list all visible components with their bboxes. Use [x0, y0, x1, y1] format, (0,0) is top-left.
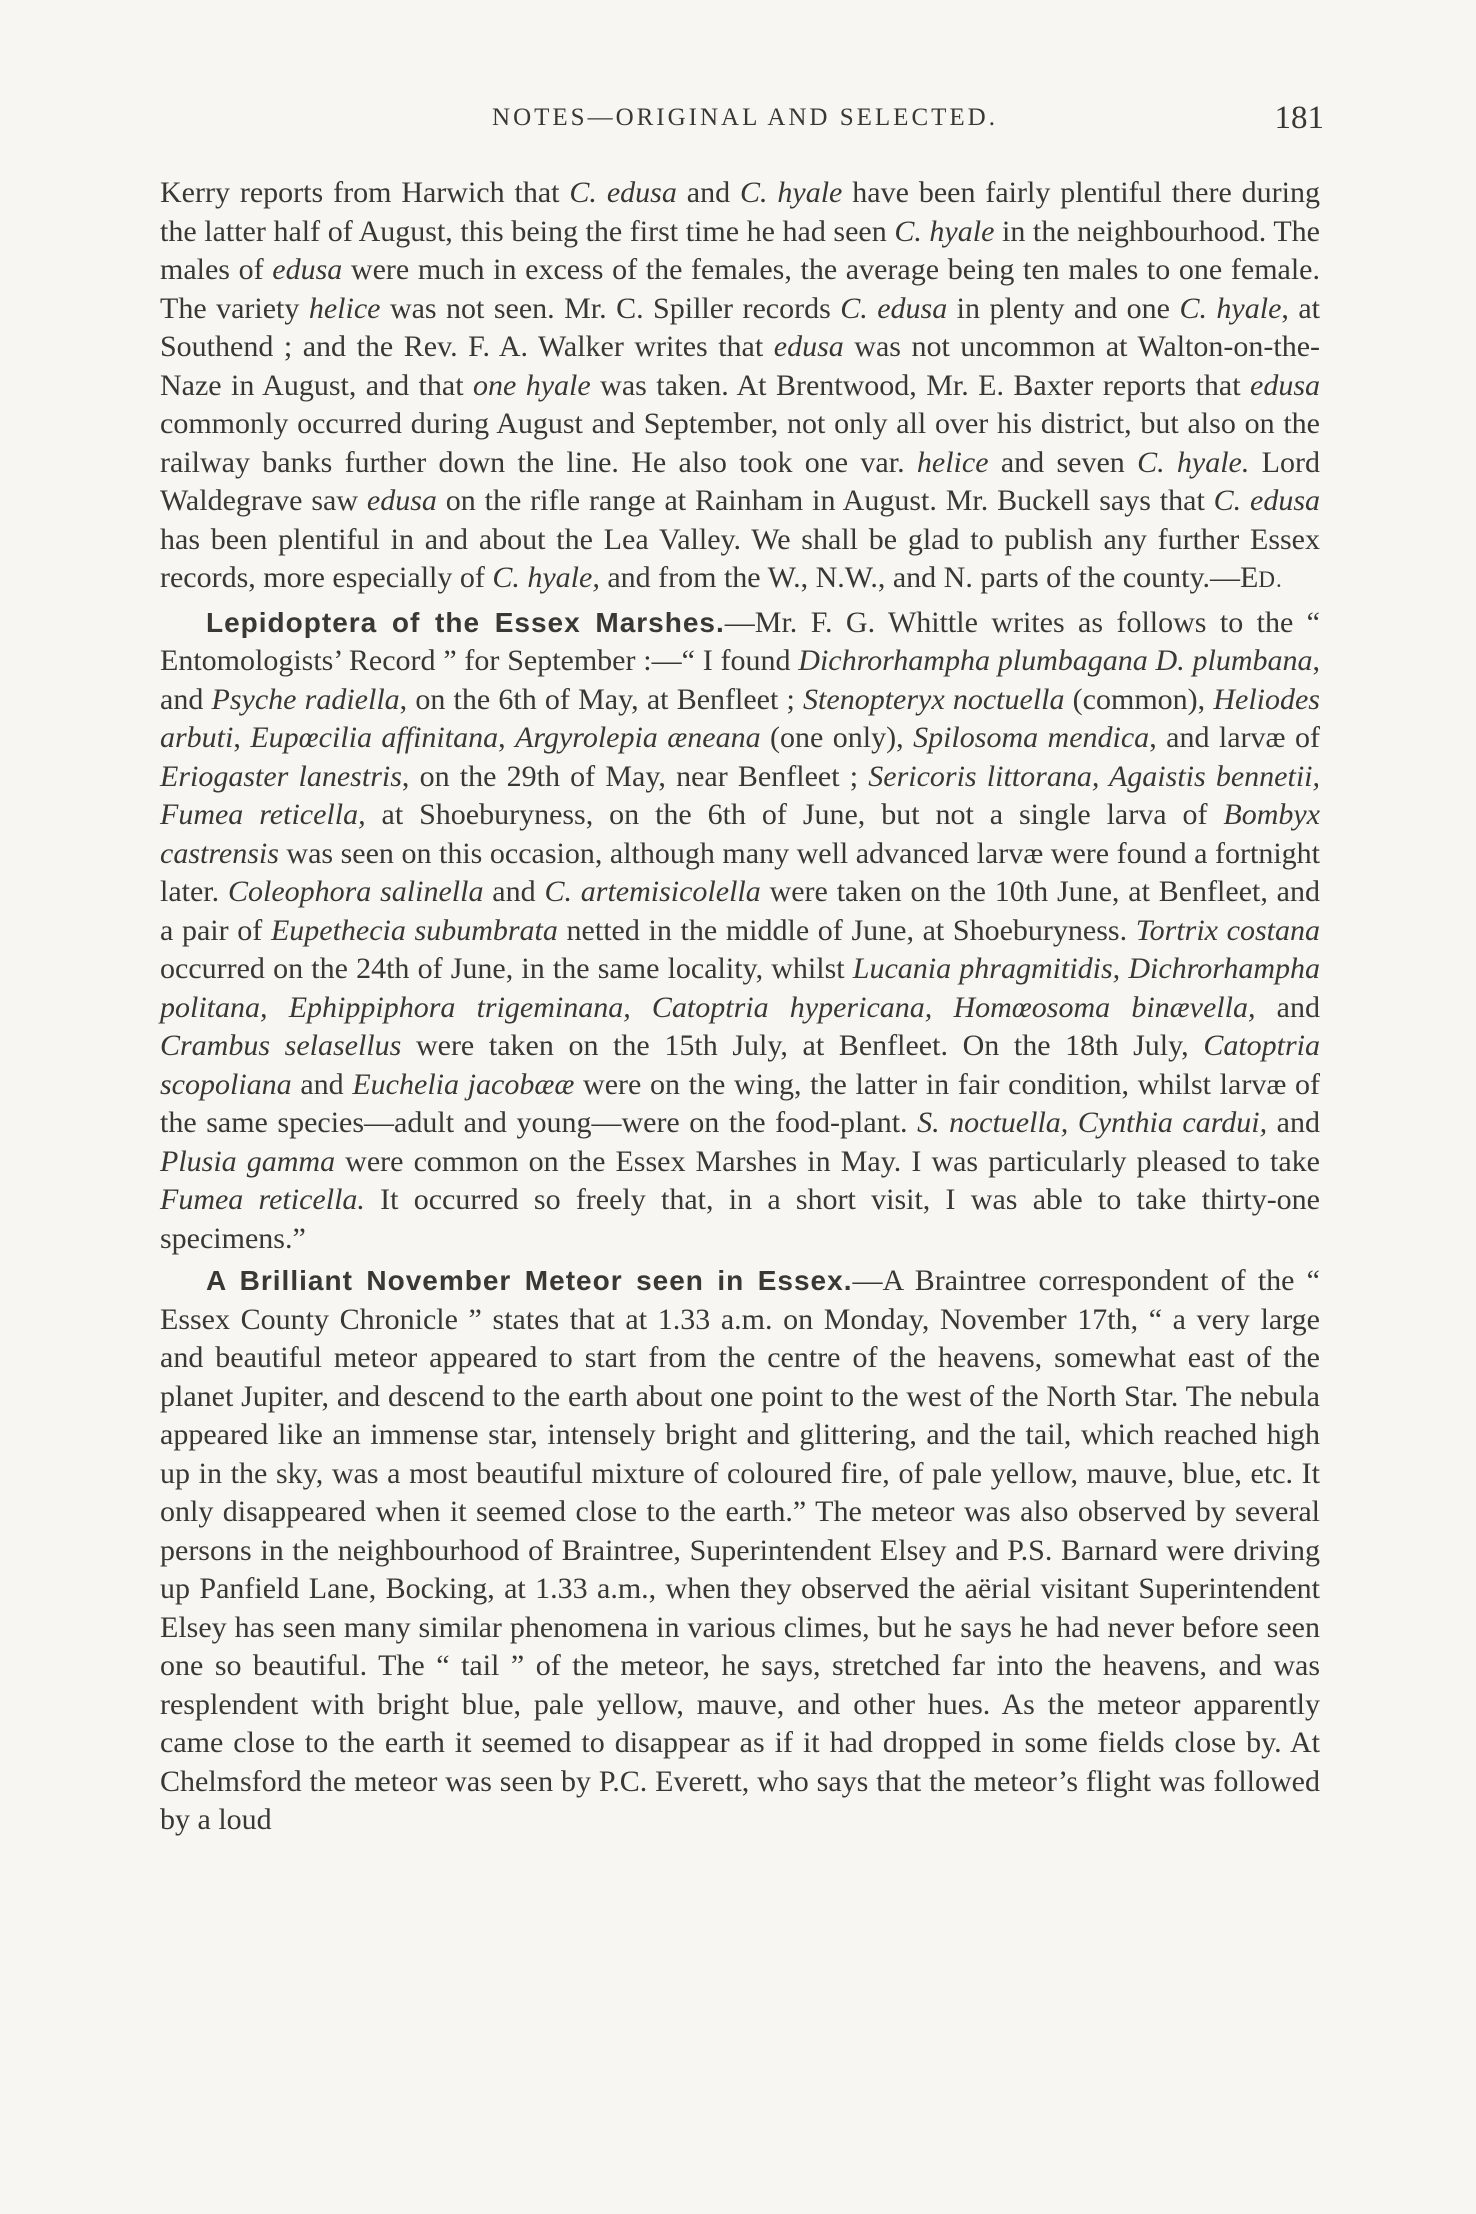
species-name: edusa [1250, 368, 1321, 402]
text-run: Lord Waldegrave saw [160, 445, 1320, 517]
species-name: C. hyale. [1137, 445, 1250, 479]
species-name: Fumea reticella. [160, 1183, 365, 1216]
text-run: , [498, 721, 516, 754]
species-name: Euchelia jacobææ [352, 1067, 575, 1101]
text-run: and [1255, 990, 1320, 1024]
species-name: Dichrorhampha plumbagana D. plumbana [798, 644, 1313, 677]
text-run: was not uncommon at Walton-on-the-Naze in August, and that [160, 330, 1321, 402]
species-name: Heliodes arbuti [160, 682, 1320, 754]
species-name: Tortrix costana [1135, 913, 1320, 947]
text-run: commonly occurred during August and September, not only all over his district, but also on the railway banks further down the line. He also took one var. [160, 407, 1320, 479]
page-body [160, 174, 1320, 1840]
text-run: was seen on this occasion, although many well advanced larvæ were found a fortnight later. [160, 836, 1320, 908]
species-name: Crambus selasellus [160, 1029, 402, 1062]
species-name: Plusia gamma [160, 1144, 336, 1178]
text-run: at Shoeburyness, on the 6th of June, but not a single larva of [365, 798, 1224, 831]
text-run: have been fairly plentiful there during the latter half of August, this being the first time he had seen [160, 176, 1320, 248]
paragraph-november-meteor [160, 1262, 1320, 1840]
text-run: and [291, 1067, 353, 1101]
species-name: C. hyale [894, 214, 995, 248]
species-name: Stenopteryx noctuella [803, 682, 1065, 716]
text-run: in plenty and one [947, 291, 1180, 325]
paragraph-lepidoptera-essex-marshes [160, 604, 1320, 1259]
species-name: Eupœcilia affinitana [250, 721, 499, 754]
species-name: C. artemisicolella [544, 875, 761, 908]
text-run: , and [160, 644, 1320, 716]
page-number: 181 [1274, 100, 1324, 136]
text-run: were taken on the 10th June, at Benfleet, and a pair of [160, 875, 1320, 947]
species-name: Sericoris littorana, Agaistis bennetii, Fumea reticella, [160, 759, 1320, 831]
text-run: has been plentiful in and about the Lea Valley. We shall be glad to publish any further Essex records, more especially of [160, 522, 1320, 594]
text-run: and [676, 176, 740, 209]
species-name: Lucania phragmitidis, Dichrorhampha politana, Ephippiphora trigeminana, Catoptria hypericana, Homœosoma binævella, [160, 952, 1320, 1024]
text-run: was not seen. Mr. C. Spiller records [380, 291, 841, 325]
species-name: Spilosoma mendica [913, 721, 1150, 754]
text-run: was taken. At Brentwood, Mr. E. Baxter reports that [590, 368, 1251, 402]
species-name: C. hyale [739, 176, 843, 209]
paragraph-edusa-hyale-records [160, 174, 1320, 600]
species-name: C. hyale, [492, 561, 600, 594]
running-head: NOTES—ORIGINAL AND SELECTED. [492, 104, 998, 131]
species-name: Argyrolepia æneana [515, 721, 761, 754]
species-name: Bombyx castrensis [160, 798, 1320, 870]
species-name: C. edusa [840, 291, 948, 325]
species-name: Psyche radiella [211, 682, 400, 716]
text-run: on the rifle range at Rainham in August. Mr. Buckell says that [436, 484, 1214, 517]
text-run: (common), [1064, 682, 1214, 716]
species-name: edusa [272, 253, 343, 286]
text-run: , at Southend ; and the Rev. F. A. Walker writes that [160, 291, 1321, 363]
page-header [160, 96, 1330, 144]
text-run: —Mr. F. G. Whittle writes as follows to the “ Entomologists’ Record ” for September :—“ I found [160, 605, 1320, 677]
text-run: and seven [988, 445, 1138, 479]
text-run: (one only), [760, 721, 914, 754]
species-name: C. edusa [569, 176, 677, 209]
species-name: Eriogaster lanestris [160, 759, 402, 793]
species-name: C. edusa [1213, 484, 1321, 517]
text-run: were common on the Essex Marshes in May. I was particularly pleased to take [335, 1144, 1320, 1178]
text-run: were much in excess of the females, the average being ten males to one female. The variety [160, 253, 1320, 325]
species-name: edusa [366, 484, 437, 517]
text-run: , [233, 721, 251, 754]
species-name: edusa [773, 330, 844, 363]
species-name: helice [916, 445, 989, 479]
text-run: , on the 29th of May, near Benfleet ; [401, 759, 869, 793]
text-run: were taken on the 15th July, at Benfleet. On the 18th July, [401, 1029, 1204, 1062]
section-heading: Lepidoptera of the Essex Marshes. [206, 606, 725, 638]
species-name: S. noctuella, Cynthia cardui, [917, 1106, 1268, 1139]
species-name: Catoptria scopoliana [160, 1029, 1321, 1101]
text-run: Kerry reports from Harwich that [160, 176, 570, 209]
text-run: in the neighbourhood. The males of [160, 214, 1320, 286]
text-run: It occurred so freely that, in a short visit, I was able to take thirty-one specimens.” [160, 1183, 1320, 1255]
text-run: occurred on the 24th of June, in the same locality, whilst [160, 952, 853, 985]
species-name: Coleophora salinella [227, 875, 484, 908]
text-run: were on the wing, the latter in fair condition, whilst larvæ of the same species—adult and young—were on the food-plant. [160, 1067, 1321, 1139]
text-run: and from the W., N.W., and N. parts of the county.—E [599, 561, 1259, 594]
species-name: Eupethecia subumbrata [270, 913, 558, 947]
editor-signature: D. [1258, 567, 1283, 592]
text-run: and [483, 875, 545, 908]
text-run: , and larvæ of [1149, 721, 1320, 754]
text-run: and [1267, 1106, 1320, 1139]
text-run: , on the 6th of May, at Benfleet ; [399, 682, 804, 716]
species-name: C. hyale [1179, 291, 1282, 325]
text-run: —A Braintree correspondent of the “ Essex County Chronicle ” states that at 1.33 a.m. on Monday, November 17th, “ a very large and beautiful meteor appeared to start from the centre of the heavens, somewhat east of the planet Jupiter, and descend to the earth about one point to the west of the North Star. The nebula appeared like an immense star, intensely bright and glittering, and the tail, which reached high up in the sky, was a most beautiful mixture of coloured fire, of pale yellow, mauve, blue, etc. It only disappeared when it seemed close to the earth.” The meteor was also observed by several persons in the neighbourhood of Braintree, Superintendent Elsey and P.S. Barnard were driving up Panfield Lane, Bocking, at 1.33 a.m., when they observed the aërial visitant Superintendent Elsey has seen many similar phenomena in various climes, but he says he had never before seen one so beautiful. The “ tail ” of the meteor, he says, stretched far into the heavens, and was resplendent with bright blue, pale yellow, mauve, and other hues. As the meteor apparently came close to the earth it seemed to disappear as if it had dropped in some fields close by. At Chelmsford the meteor was seen by P.C. Everett, who says that the meteor’s flight was followed by a loud [160, 1264, 1320, 1836]
species-name: helice [308, 291, 381, 325]
species-name: one hyale [472, 368, 591, 402]
text-run: netted in the middle of June, at Shoeburyness. [557, 913, 1136, 947]
section-heading: A Brilliant November Meteor seen in Essex. [206, 1265, 853, 1296]
